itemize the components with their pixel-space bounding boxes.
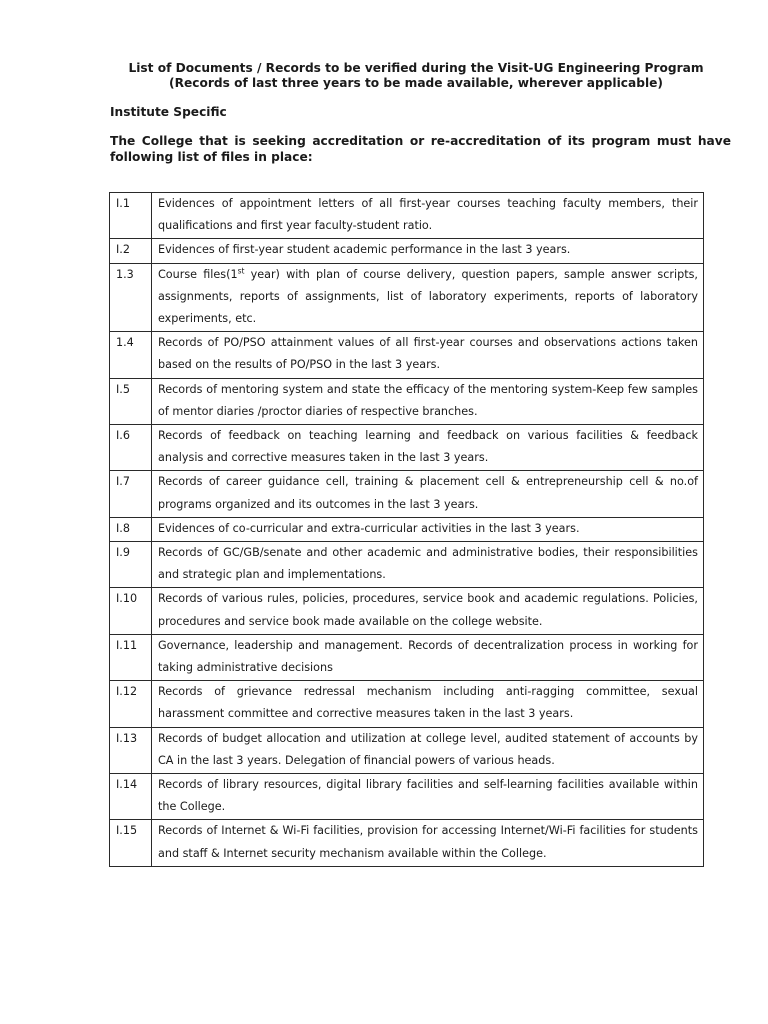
record-code: I.1 xyxy=(110,193,152,239)
records-table xyxy=(109,192,704,867)
record-code: 1.4 xyxy=(110,332,152,378)
section-heading: Institute Specific xyxy=(110,105,227,119)
table-row xyxy=(110,681,704,727)
record-description: Records of mentoring system and state the efficacy of the mentoring system-Keep few samples of mentor diaries /proctor diaries of respective branches. xyxy=(152,378,704,424)
record-text-part: year) with plan of course delivery, question papers, sample answer scripts, assignments, reports of assignments, list of laboratory experiments, reports of laboratory experiments, etc. xyxy=(158,267,698,326)
table-row xyxy=(110,425,704,471)
record-code: I.15 xyxy=(110,820,152,866)
record-description: Records of Internet & Wi-Fi facilities, provision for accessing Internet/Wi-Fi facilities for students and staff & Internet security mechanism available within the College. xyxy=(152,820,704,866)
record-code: I.7 xyxy=(110,471,152,517)
record-code: I.14 xyxy=(110,774,152,820)
record-code: I.6 xyxy=(110,425,152,471)
record-description: Records of grievance redressal mechanism including anti-ragging committee, sexual harassment committee and corrective measures taken in the last 3 years. xyxy=(152,681,704,727)
record-code: 1.3 xyxy=(110,263,152,332)
document-subtitle: (Records of last three years to be made available, wherever applicable) xyxy=(169,76,663,90)
record-description: Records of library resources, digital library facilities and self-learning facilities available within the College. xyxy=(152,774,704,820)
record-description: Records of GC/GB/senate and other academic and administrative bodies, their responsibilities and strategic plan and implementations. xyxy=(152,542,704,588)
record-code: I.9 xyxy=(110,542,152,588)
table-row xyxy=(110,588,704,634)
table-row xyxy=(110,542,704,588)
record-description: Records of feedback on teaching learning and feedback on various facilities & feedback analysis and corrective measures taken in the last 3 years. xyxy=(152,425,704,471)
document-title: List of Documents / Records to be verified during the Visit-UG Engineering Program xyxy=(128,61,704,75)
record-description: Evidences of first-year student academic performance in the last 3 years. xyxy=(152,239,704,263)
record-code: I.8 xyxy=(110,517,152,541)
record-code: I.10 xyxy=(110,588,152,634)
record-code: I.13 xyxy=(110,727,152,773)
table-row xyxy=(110,727,704,773)
table-row xyxy=(110,239,704,263)
intro-paragraph: The College that is seeking accreditation or re-accreditation of its program must have following list of files in place: xyxy=(110,134,731,164)
record-text-part: Course files(1 xyxy=(158,267,238,281)
table-row xyxy=(110,820,704,866)
record-description: Governance, leadership and management. Records of decentralization process in working for taking administrative decisions xyxy=(152,634,704,680)
table-row xyxy=(110,378,704,424)
record-description: Evidences of co-curricular and extra-curricular activities in the last 3 years. xyxy=(152,517,704,541)
record-description xyxy=(152,263,704,332)
table-row xyxy=(110,263,704,332)
record-description: Records of budget allocation and utilization at college level, audited statement of accounts by CA in the last 3 years. Delegation of financial powers of various heads. xyxy=(152,727,704,773)
record-code: I.2 xyxy=(110,239,152,263)
record-description: Records of career guidance cell, training & placement cell & entrepreneurship cell & no.of programs organized and its outcomes in the last 3 years. xyxy=(152,471,704,517)
ordinal-superscript: st xyxy=(237,265,245,275)
record-description: Records of PO/PSO attainment values of all first-year courses and observations actions taken based on the results of PO/PSO in the last 3 years. xyxy=(152,332,704,378)
table-row xyxy=(110,634,704,680)
record-code: I.12 xyxy=(110,681,152,727)
record-code: I.11 xyxy=(110,634,152,680)
table-row xyxy=(110,332,704,378)
record-code: I.5 xyxy=(110,378,152,424)
record-description: Evidences of appointment letters of all first-year courses teaching faculty members, their qualifications and first year faculty-student ratio. xyxy=(152,193,704,239)
table-row xyxy=(110,471,704,517)
table-row xyxy=(110,517,704,541)
record-description: Records of various rules, policies, procedures, service book and academic regulations. Policies, procedures and service book made available on the college website. xyxy=(152,588,704,634)
table-row xyxy=(110,193,704,239)
table-row xyxy=(110,774,704,820)
